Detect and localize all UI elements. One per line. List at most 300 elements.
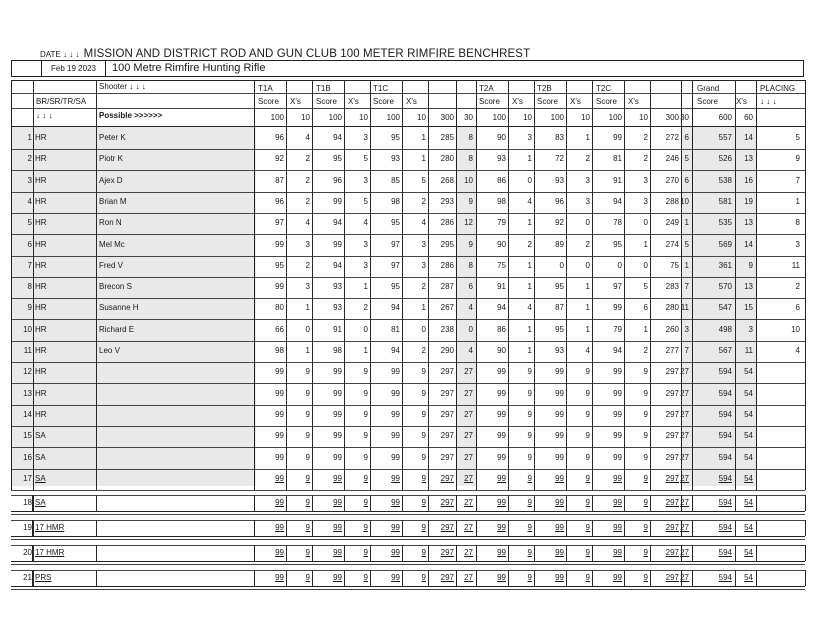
score-cell: 9 (421, 498, 426, 507)
score-cell: 9 (468, 196, 473, 206)
column-rule (650, 570, 651, 586)
row-line (11, 426, 805, 427)
row-line (11, 469, 805, 470)
score-cell: 72 (555, 154, 564, 164)
column-rule (370, 570, 371, 586)
column-rule (508, 545, 509, 561)
score-cell: 1 (585, 133, 590, 142)
score-header: Score (479, 97, 500, 106)
column-rule (344, 495, 345, 511)
score-cell: 297 (440, 388, 454, 398)
score-cell: 2 (527, 239, 532, 249)
column-rule (456, 570, 457, 586)
possible-value: 300 (665, 113, 679, 122)
column-rule (476, 570, 477, 586)
shooter-class: HR (35, 324, 47, 334)
score-cell: 99 (275, 523, 284, 532)
column-rule (756, 545, 757, 561)
possible-value: 10 (417, 113, 426, 122)
score-cell: 3 (585, 175, 590, 185)
score-cell: 99 (391, 473, 400, 483)
score-cell: 9 (527, 431, 532, 441)
column-rule (692, 495, 693, 511)
score-cell: 0 (643, 260, 648, 270)
row-line (11, 298, 805, 299)
row-top-line (11, 520, 805, 521)
shooter-class: HR (35, 367, 47, 377)
column-rule (428, 495, 429, 511)
score-cell: 27 (680, 498, 689, 507)
score-cell: 0 (585, 260, 590, 270)
score-cell: 1 (363, 282, 368, 292)
score-cell: 9 (421, 409, 426, 419)
shooter-name: Susanne H (99, 303, 139, 313)
score-cell: 9 (527, 548, 532, 557)
score-cell: 94 (391, 303, 400, 313)
possible-value: 100 (270, 113, 284, 122)
column-rule (624, 520, 625, 536)
score-cell: 87 (555, 303, 564, 313)
shooter-class: SA (35, 498, 46, 507)
score-cell: 97 (275, 218, 284, 228)
score-cell: 0 (643, 218, 648, 228)
score-header: Score (537, 97, 558, 106)
score-cell: 297 (665, 388, 679, 398)
score-cell: 2 (305, 196, 310, 206)
score-cell: 1 (421, 303, 426, 313)
column-rule (592, 80, 593, 490)
score-cell: 99 (613, 452, 622, 462)
column-rule (254, 495, 255, 511)
score-cell: 594 (718, 473, 732, 483)
column-rule (650, 495, 651, 511)
shooter-class: HR (35, 388, 47, 398)
possible-value: 30 (464, 113, 473, 122)
column-rule (476, 80, 477, 490)
column-rule (756, 495, 757, 511)
grand-score-header: Score (697, 97, 718, 106)
column-rule (592, 520, 593, 536)
row-number: 10 (23, 324, 32, 334)
score-cell: 54 (744, 573, 753, 582)
score-cell: 83 (555, 133, 564, 142)
column-rule (508, 570, 509, 586)
score-cell: 0 (559, 260, 564, 270)
score-cell: 91 (497, 282, 506, 292)
score-cell: 99 (555, 473, 564, 483)
score-cell: 9 (421, 523, 426, 532)
score-cell: 99 (275, 388, 284, 398)
column-rule (428, 545, 429, 561)
score-cell: 86 (497, 324, 506, 334)
column-rule (805, 545, 806, 561)
score-cell: 91 (613, 175, 622, 185)
score-cell: 3 (363, 239, 368, 249)
score-cell: 93 (333, 303, 342, 313)
placing-value: 3 (795, 239, 800, 249)
column-rule (476, 520, 477, 536)
row-number: 13 (23, 388, 32, 398)
score-cell: 10 (464, 175, 473, 185)
score-cell: 267 (440, 303, 454, 313)
score-cell: 27 (464, 367, 473, 377)
score-cell: 9 (527, 388, 532, 398)
placing-value: 1 (795, 196, 800, 206)
score-header: Score (258, 97, 279, 106)
score-cell: 6 (468, 282, 473, 292)
score-cell: 8 (468, 154, 473, 164)
score-cell: 9 (527, 409, 532, 419)
column-rule (508, 520, 509, 536)
row-line (11, 539, 805, 540)
score-cell: 3 (363, 133, 368, 142)
column-rule (681, 495, 682, 511)
shooter-name: Leo V (99, 346, 120, 355)
score-cell: 1 (527, 324, 532, 334)
column-rule (312, 570, 313, 586)
score-cell: 99 (613, 133, 622, 142)
score-cell: 1 (643, 324, 648, 334)
score-cell: 27 (464, 548, 473, 557)
column-rule (566, 570, 567, 586)
target-header-t1c: T1C (373, 84, 389, 93)
score-cell: 0 (585, 218, 590, 228)
score-cell: 9 (585, 573, 590, 582)
score-cell: 5 (363, 154, 368, 164)
score-cell: 3 (748, 324, 753, 334)
row-line (11, 319, 805, 320)
score-cell: 99 (275, 239, 284, 249)
column-rule (312, 80, 313, 490)
column-rule (286, 570, 287, 586)
score-cell: 594 (718, 573, 732, 582)
score-cell: 286 (440, 218, 454, 228)
score-cell: 11 (680, 303, 689, 313)
column-rule (254, 570, 255, 586)
score-cell: 1 (684, 218, 689, 228)
column-rule (534, 520, 535, 536)
column-rule (33, 570, 34, 586)
score-cell: 99 (555, 498, 564, 507)
column-rule (344, 545, 345, 561)
score-cell: 594 (718, 388, 732, 398)
score-cell: 99 (497, 498, 506, 507)
column-rule (370, 495, 371, 511)
row-line (11, 447, 805, 448)
table-top (11, 80, 805, 81)
score-cell: 9 (527, 473, 532, 483)
shooter-name: Ron N (99, 218, 122, 228)
column-rule (370, 80, 371, 490)
score-cell: 99 (391, 548, 400, 557)
column-rule (735, 495, 736, 511)
row-line (11, 149, 805, 150)
row-top-line (11, 570, 805, 571)
class-header: BR/SR/TR/SA (36, 97, 87, 106)
event-header (11, 60, 804, 77)
column-rule (756, 570, 757, 586)
score-cell: 9 (363, 388, 368, 398)
column-rule (476, 545, 477, 561)
score-cell: 238 (440, 324, 454, 334)
score-cell: 95 (555, 282, 564, 292)
score-cell: 93 (333, 282, 342, 292)
score-cell: 272 (665, 133, 679, 142)
column-rule (805, 570, 806, 586)
column-rule (534, 570, 535, 586)
score-cell: 9 (527, 452, 532, 462)
column-rule (428, 520, 429, 536)
score-cell: 93 (497, 154, 506, 164)
score-cell: 99 (333, 473, 342, 483)
score-cell: 9 (363, 523, 368, 532)
possible-value: 10 (301, 113, 310, 122)
column-rule (312, 495, 313, 511)
score-cell: 498 (718, 324, 732, 334)
shooter-class: HR (35, 282, 47, 292)
score-cell: 11 (744, 346, 753, 355)
score-cell: 1 (421, 133, 426, 142)
column-rule (624, 80, 625, 490)
score-cell: 91 (333, 324, 342, 334)
score-cell: 9 (305, 388, 310, 398)
shooter-class: 17 HMR (35, 523, 65, 532)
score-cell: 99 (555, 367, 564, 377)
column-rule (286, 545, 287, 561)
score-cell: 9 (363, 452, 368, 462)
row-number: 2 (27, 154, 32, 164)
score-cell: 95 (275, 260, 284, 270)
score-cell: 594 (718, 498, 732, 507)
score-cell: 27 (464, 431, 473, 441)
score-cell: 297 (440, 431, 454, 441)
score-cell: 9 (363, 573, 368, 582)
possible-value: 60 (744, 113, 753, 122)
column-rule (592, 545, 593, 561)
column-rule (566, 495, 567, 511)
shooter-name: Peter K (99, 133, 126, 142)
score-cell: 95 (391, 133, 400, 142)
score-cell: 94 (333, 218, 342, 228)
score-cell: 9 (363, 431, 368, 441)
score-cell: 79 (613, 324, 622, 334)
column-rule (476, 495, 477, 511)
score-cell: 99 (497, 523, 506, 532)
shooter-class: HR (35, 260, 47, 270)
score-cell: 13 (744, 282, 753, 292)
score-cell: 99 (275, 452, 284, 462)
score-cell: 9 (527, 523, 532, 532)
column-rule (344, 570, 345, 586)
score-cell: 96 (333, 175, 342, 185)
score-cell: 9 (643, 473, 648, 483)
score-cell: 9 (643, 523, 648, 532)
score-cell: 27 (680, 388, 689, 398)
score-cell: 9 (643, 548, 648, 557)
event-subtitle: 100 Metre Rimfire Hunting Rifle (112, 62, 266, 74)
score-cell: 54 (744, 367, 753, 377)
column-rule (96, 495, 97, 511)
score-cell: 1 (305, 346, 310, 355)
score-cell: 246 (665, 154, 679, 164)
possible-value: 100 (608, 113, 622, 122)
score-cell: 3 (527, 133, 532, 142)
score-cell: 99 (333, 452, 342, 462)
score-cell: 93 (391, 154, 400, 164)
score-cell: 2 (421, 346, 426, 355)
score-cell: 297 (665, 452, 679, 462)
row-number: 12 (23, 367, 32, 377)
score-cell: 9 (305, 573, 310, 582)
score-cell: 9 (643, 409, 648, 419)
score-cell: 99 (613, 367, 622, 377)
row-number: 8 (27, 282, 32, 292)
score-header: Score (316, 97, 337, 106)
score-cell: 3 (684, 324, 689, 334)
score-cell: 274 (665, 239, 679, 249)
score-cell: 9 (363, 548, 368, 557)
score-cell: 270 (665, 175, 679, 185)
row-line (11, 213, 805, 214)
column-rule (96, 545, 97, 561)
column-rule (592, 495, 593, 511)
column-rule (33, 495, 34, 511)
row-line (11, 341, 805, 342)
score-cell: 9 (421, 367, 426, 377)
score-cell: 295 (440, 239, 454, 249)
score-cell: 538 (718, 175, 732, 185)
score-cell: 9 (643, 388, 648, 398)
score-cell: 3 (643, 175, 648, 185)
score-cell: 54 (744, 409, 753, 419)
column-rule (370, 520, 371, 536)
score-cell: 99 (613, 303, 622, 313)
score-cell: 16 (744, 175, 753, 185)
score-cell: 10 (680, 196, 689, 206)
target-header-t2a: T2A (479, 84, 494, 93)
column-rule (254, 520, 255, 536)
row-number: 18 (23, 498, 32, 507)
column-rule (681, 570, 682, 586)
column-rule (534, 80, 535, 490)
column-rule (344, 80, 345, 490)
row-number: 20 (23, 548, 32, 557)
score-cell: 535 (718, 218, 732, 228)
score-cell: 297 (440, 573, 454, 582)
column-rule (312, 520, 313, 536)
score-cell: 7 (684, 346, 689, 355)
column-rule (735, 520, 736, 536)
score-cell: 9 (305, 409, 310, 419)
score-cell: 85 (391, 175, 400, 185)
score-cell: 99 (275, 573, 284, 582)
score-cell: 9 (305, 498, 310, 507)
column-rule (681, 520, 682, 536)
score-cell: 4 (305, 133, 310, 142)
score-cell: 9 (585, 523, 590, 532)
row-line (11, 589, 805, 590)
possible-value: 100 (492, 113, 506, 122)
possible-value: 30 (680, 113, 689, 122)
score-cell: 526 (718, 154, 732, 164)
shooter-header: Shooter ↓ ↓ ↓ (99, 82, 146, 91)
shooter-class: HR (35, 409, 47, 419)
score-cell: 54 (744, 452, 753, 462)
column-rule (805, 495, 806, 511)
score-cell: 1 (527, 218, 532, 228)
column-rule (456, 80, 457, 490)
score-cell: 99 (497, 548, 506, 557)
row-line (11, 192, 805, 193)
column-rule (756, 80, 757, 490)
score-cell: 9 (305, 548, 310, 557)
xs-header: X's (406, 97, 417, 106)
score-cell: 0 (363, 324, 368, 334)
possible-value: 100 (386, 113, 400, 122)
score-cell: 557 (718, 133, 732, 142)
score-cell: 27 (464, 523, 473, 532)
shooter-class: HR (35, 154, 47, 164)
row-number: 4 (27, 196, 32, 206)
score-cell: 1 (421, 154, 426, 164)
score-cell: 297 (665, 548, 679, 557)
xs-header: X's (348, 97, 359, 106)
column-rule (805, 520, 806, 536)
score-cell: 287 (440, 282, 454, 292)
score-cell: 99 (333, 409, 342, 419)
score-cell: 93 (555, 346, 564, 355)
score-cell: 94 (497, 303, 506, 313)
column-rule (592, 570, 593, 586)
column-rule (508, 80, 509, 490)
score-cell: 277 (665, 346, 679, 355)
column-rule (650, 520, 651, 536)
score-cell: 99 (613, 409, 622, 419)
score-cell: 99 (555, 548, 564, 557)
score-cell: 99 (613, 473, 622, 483)
score-cell: 99 (275, 473, 284, 483)
score-cell: 8 (468, 133, 473, 142)
score-cell: 9 (363, 367, 368, 377)
score-cell: 286 (440, 260, 454, 270)
score-cell: 78 (613, 218, 622, 228)
score-cell: 594 (718, 523, 732, 532)
placing-value: 10 (791, 324, 800, 334)
score-cell: 9 (305, 452, 310, 462)
column-rule (96, 520, 97, 536)
possible-value: 100 (550, 113, 564, 122)
score-cell: 1 (585, 282, 590, 292)
score-cell: 99 (613, 388, 622, 398)
score-cell: 99 (555, 523, 564, 532)
score-cell: 1 (643, 239, 648, 249)
placing-value: 4 (795, 346, 800, 355)
placing-value: 8 (795, 218, 800, 228)
column-rule (735, 545, 736, 561)
score-cell: 1 (363, 346, 368, 355)
score-cell: 99 (333, 498, 342, 507)
score-cell: 268 (440, 175, 454, 185)
score-cell: 99 (497, 367, 506, 377)
placing-arrows: ↓ ↓ ↓ (760, 97, 777, 106)
xs-header: X's (512, 97, 523, 106)
score-cell: 297 (440, 498, 454, 507)
column-rule (286, 80, 287, 490)
score-cell: 2 (305, 260, 310, 270)
score-cell: 3 (421, 260, 426, 270)
score-cell: 54 (744, 548, 753, 557)
score-cell: 99 (613, 548, 622, 557)
